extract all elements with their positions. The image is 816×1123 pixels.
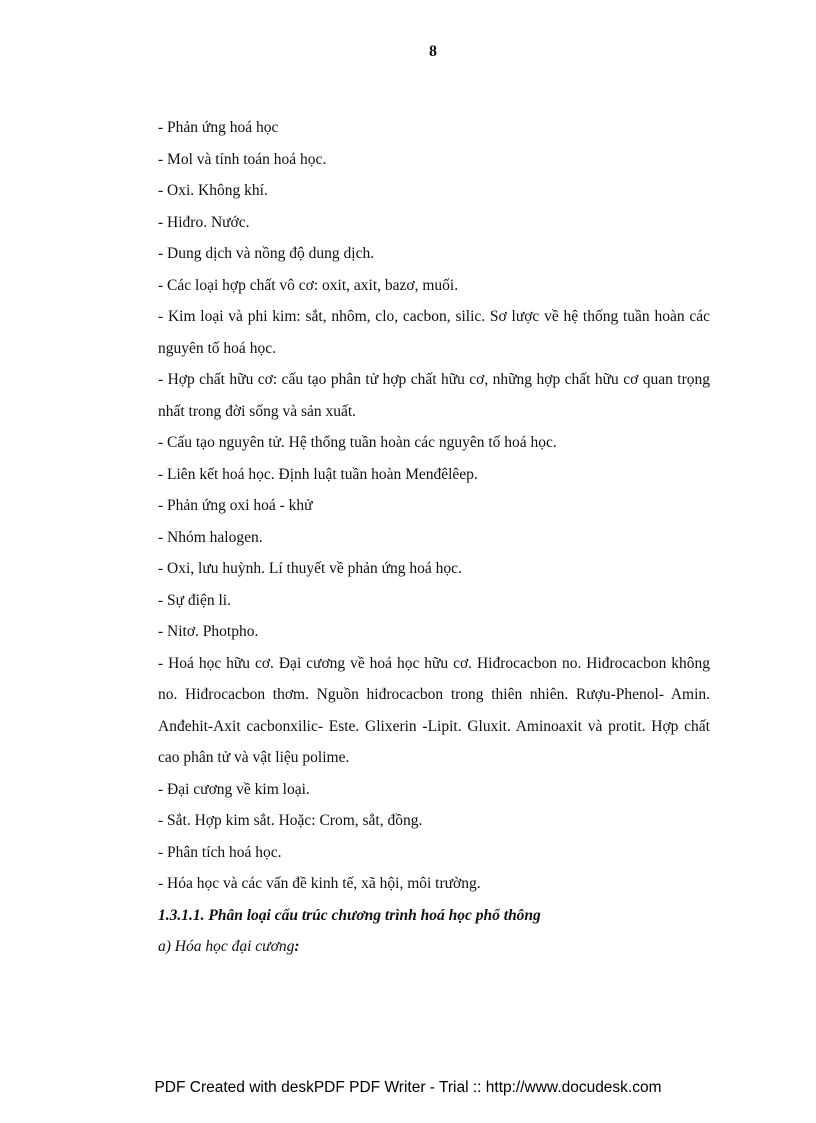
list-item: - Mol và tính toán hoá học. (158, 150, 327, 168)
list-item: - Cấu tạo nguyên tử. Hệ thống tuần hoàn các nguyên tố hoá học. (158, 434, 557, 451)
list-item: - Phản ứng oxi hoá - khử (158, 497, 313, 514)
list-item: - Nhóm halogen. (158, 528, 263, 546)
list-item: - Hoá học hữu cơ. Đại cương về hoá học hữu cơ. Hiđrocacbon no. Hiđrocacbon không no. Hiđrocacbon thơm. Nguồn hiđrocacbon trong thiên nhiên. Rượu-Phenol- Amin. Anđehit-Axit cacbonxilic- Este. Glixerin -Lipit. Gluxit. Aminoaxit và protit. Hợp chất cao phân tử và vật liệu polime. (158, 654, 710, 766)
list-item: - Dung dịch và nồng độ dung dịch. (158, 245, 375, 262)
list-item: - Hợp chất hữu cơ: cấu tạo phân tử hợp chất hữu cơ, những hợp chất hữu cơ quan trọng nhất trong đời sống và sản xuất. (158, 371, 710, 420)
list-item: - Phân tích hoá học. (158, 843, 282, 861)
pdf-watermark-footer: PDF Created with deskPDF PDF Writer - Trial :: http://www.docudesk.com (154, 1079, 662, 1096)
document-body (158, 112, 710, 963)
list-item: - Oxi. Không khí. (158, 182, 268, 199)
list-item: - Đại cương về kim loại. (158, 780, 310, 798)
page-number: 8 (429, 43, 437, 60)
section-heading: 1.3.1.1. Phân loại cấu trúc chương trình hoá học phổ thông (158, 906, 541, 924)
list-item: - Kim loại và phi kim: sắt, nhôm, clo, cacbon, silic. Sơ lược về hệ thống tuần hoàn các nguyên tố hoá học. (158, 308, 710, 357)
subheading-colon: : (294, 938, 300, 955)
list-item: - Sắt. Hợp kim sắt. Hoặc: Crom, sắt, đồng. (158, 812, 423, 829)
list-item: - Liên kết hoá học. Định luật tuần hoàn Menđêlêep. (158, 465, 478, 483)
list-item: - Hóa học và các vấn đề kinh tế, xã hội, môi trường. (158, 875, 481, 892)
list-item: - Nitơ. Photpho. (158, 623, 259, 640)
list-item: - Hiđro. Nước. (158, 213, 250, 231)
list-item: - Oxi, lưu huỳnh. Lí thuyết về phản ứng hoá học. (158, 560, 462, 577)
list-item: - Phản ứng hoá học (158, 119, 279, 136)
list-item: - Các loại hợp chất vô cơ: oxit, axit, bazơ, muối. (158, 276, 459, 294)
subheading (158, 931, 710, 963)
subheading-text: a) Hóa học đại cương (158, 938, 295, 955)
list-item: - Sự điện li. (158, 591, 231, 609)
